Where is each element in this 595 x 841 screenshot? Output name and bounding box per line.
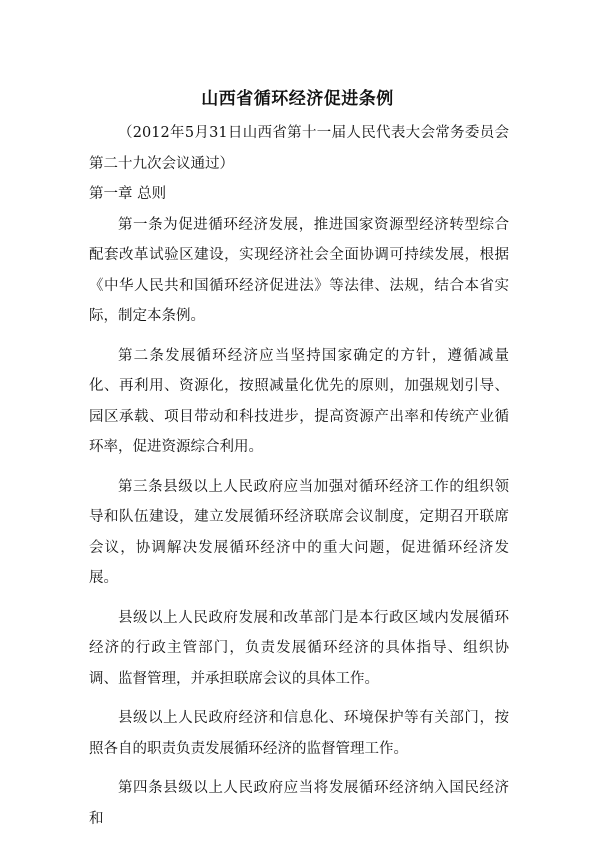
document-title: 山西省循环经济促进条例: [201, 89, 394, 109]
document-body: [89, 118, 509, 834]
article-3-clause-3: 县级以上人民政府经济和信息化、环境保护等有关部门，按照各自的职责负责发展循环经济的监督管理工作。: [89, 710, 509, 757]
article-3: 第三条县级以上人民政府应当加强对循环经济工作的组织领导和队伍建设，建立发展循环经济联席会议制度，定期召开联席会议，协调解决发展循环经济中的重大问题，促进循环经济发展。: [89, 478, 509, 586]
article-1: 第一条为促进循环经济发展，推进国家资源型经济转型综合配套改革试验区建设，实现经济社会全面协调可持续发展，根据《中华人民共和国循环经济促进法》等法律、法规，结合本省实际，制定本条例。: [89, 216, 509, 324]
article-4: 第四条县级以上人民政府应当将发展循环经济纳入国民经济和: [89, 780, 509, 827]
adoption-note: （2012年5月31日山西省第十一届人民代表大会常务委员会第二十九次会议通过）: [89, 125, 509, 172]
chapter-heading: 第一章 总则: [89, 186, 167, 202]
article-3-clause-2: 县级以上人民政府发展和改革部门是本行政区域内发展循环经济的行政主管部门，负责发展循环经济的具体指导、组织协调、监督管理，并承担联席会议的具体工作。: [89, 609, 509, 687]
article-2: 第二条发展循环经济应当坚持国家确定的方针，遵循减量化、再利用、资源化，按照减量化优先的原则，加强规划引导、园区承载、项目带动和科技进步，提高资源产出率和传统产业循环率，促进资源综合利用。: [89, 347, 509, 455]
